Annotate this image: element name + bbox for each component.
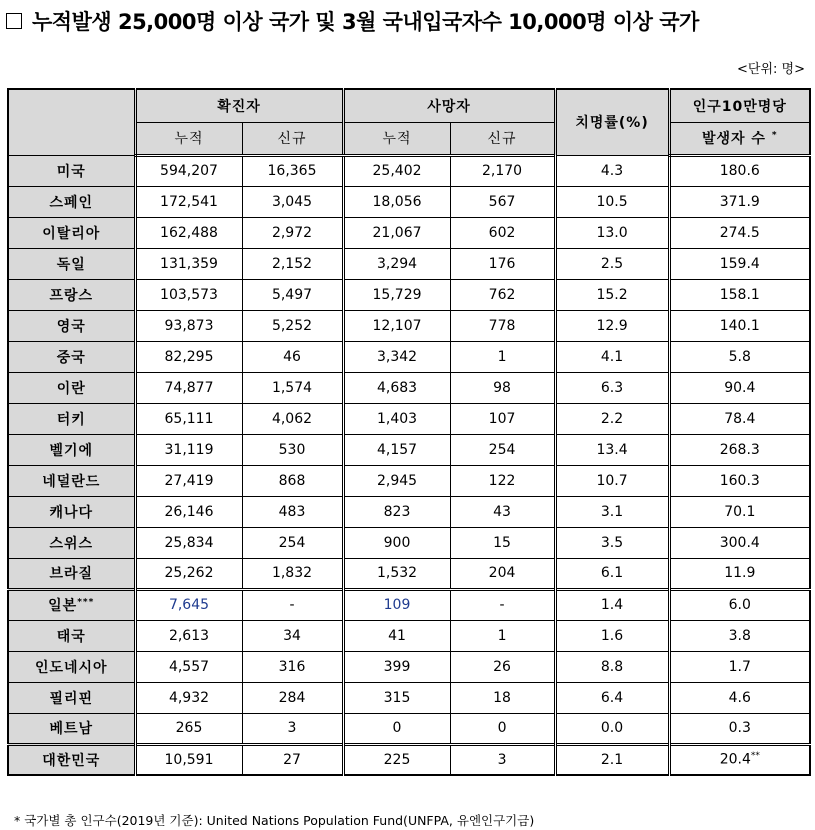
cell-per100k: 4.6 — [669, 682, 810, 713]
document-title — [6, 6, 699, 36]
cell-cfr: 4.3 — [555, 155, 669, 186]
table-row — [8, 620, 810, 651]
table-row — [8, 465, 810, 496]
cell-c-cum: 131,359 — [135, 248, 242, 279]
cell-cfr: 6.3 — [555, 372, 669, 403]
cell-c-cum: 74,877 — [135, 372, 242, 403]
table-row — [8, 527, 810, 558]
covid-stats-table — [7, 88, 811, 776]
cell-d-cum: 12,107 — [343, 310, 450, 341]
country-name-cell: 베트남 — [8, 713, 135, 744]
cell-d-cum: 1,532 — [343, 558, 450, 589]
cell-d-cum: 399 — [343, 651, 450, 682]
table-row — [8, 713, 810, 744]
cell-c-new: 5,252 — [242, 310, 343, 341]
cell-c-cum: 7,645 — [135, 589, 242, 620]
cell-c-cum: 103,573 — [135, 279, 242, 310]
cell-c-new: 530 — [242, 434, 343, 465]
cell-per100k: 3.8 — [669, 620, 810, 651]
country-name-cell: 스페인 — [8, 186, 135, 217]
cell-d-cum: 225 — [343, 744, 450, 775]
cell-d-cum: 823 — [343, 496, 450, 527]
header-per100k: 인구10만명당 — [669, 89, 810, 122]
cell-d-new: 2,170 — [450, 155, 555, 186]
cell-cfr: 3.1 — [555, 496, 669, 527]
header-confirmed: 확진자 — [135, 89, 343, 122]
cell-c-cum: 93,873 — [135, 310, 242, 341]
cell-c-new: 3,045 — [242, 186, 343, 217]
cell-c-cum: 27,419 — [135, 465, 242, 496]
cell-cfr: 15.2 — [555, 279, 669, 310]
cell-per100k: 159.4 — [669, 248, 810, 279]
cell-c-new: 34 — [242, 620, 343, 651]
cell-d-cum: 3,342 — [343, 341, 450, 372]
cell-d-new: 26 — [450, 651, 555, 682]
cell-cfr: 1.4 — [555, 589, 669, 620]
cell-c-new: 483 — [242, 496, 343, 527]
cell-cfr: 0.0 — [555, 713, 669, 744]
table-row — [8, 372, 810, 403]
table-row — [8, 589, 810, 620]
cell-cfr: 12.9 — [555, 310, 669, 341]
cell-per100k: 5.8 — [669, 341, 810, 372]
country-name-cell: 브라질 — [8, 558, 135, 589]
cell-d-cum: 2,945 — [343, 465, 450, 496]
cell-c-cum: 594,207 — [135, 155, 242, 186]
cell-per100k: 90.4 — [669, 372, 810, 403]
country-name-cell: 영국 — [8, 310, 135, 341]
table-row — [8, 341, 810, 372]
cell-d-new: 107 — [450, 403, 555, 434]
cell-d-cum: 4,157 — [343, 434, 450, 465]
cell-per100k: 140.1 — [669, 310, 810, 341]
cell-d-new: 0 — [450, 713, 555, 744]
table-row — [8, 186, 810, 217]
cell-d-cum: 3,294 — [343, 248, 450, 279]
cell-c-new: 2,972 — [242, 217, 343, 248]
cell-c-new: 316 — [242, 651, 343, 682]
cell-c-new: 284 — [242, 682, 343, 713]
cell-per100k: 180.6 — [669, 155, 810, 186]
cell-d-cum: 41 — [343, 620, 450, 651]
cell-d-cum: 109 — [343, 589, 450, 620]
cell-c-new: 868 — [242, 465, 343, 496]
cell-c-cum: 162,488 — [135, 217, 242, 248]
cell-d-new: 98 — [450, 372, 555, 403]
cell-c-new: 5,497 — [242, 279, 343, 310]
cell-cfr: 2.2 — [555, 403, 669, 434]
cell-cfr: 6.4 — [555, 682, 669, 713]
cell-d-cum: 900 — [343, 527, 450, 558]
country-name-cell: 일본*** — [8, 589, 135, 620]
header-confirmed-cumulative: 누적 — [135, 122, 242, 155]
table-row — [8, 496, 810, 527]
country-name-cell: 캐나다 — [8, 496, 135, 527]
cell-per100k: 11.9 — [669, 558, 810, 589]
cell-c-cum: 172,541 — [135, 186, 242, 217]
cell-d-new: 762 — [450, 279, 555, 310]
cell-d-new: 15 — [450, 527, 555, 558]
country-name-cell: 미국 — [8, 155, 135, 186]
cell-cfr: 6.1 — [555, 558, 669, 589]
cell-d-new: - — [450, 589, 555, 620]
country-name-cell: 벨기에 — [8, 434, 135, 465]
cell-c-cum: 25,262 — [135, 558, 242, 589]
cell-per100k: 268.3 — [669, 434, 810, 465]
country-name-cell: 인도네시아 — [8, 651, 135, 682]
cell-cfr: 2.1 — [555, 744, 669, 775]
country-name-cell: 이란 — [8, 372, 135, 403]
cell-d-new: 254 — [450, 434, 555, 465]
cell-d-new: 602 — [450, 217, 555, 248]
table-row — [8, 279, 810, 310]
cell-c-new: 16,365 — [242, 155, 343, 186]
cell-c-cum: 31,119 — [135, 434, 242, 465]
table-row — [8, 682, 810, 713]
cell-c-cum: 265 — [135, 713, 242, 744]
cell-c-new: 4,062 — [242, 403, 343, 434]
cell-d-cum: 315 — [343, 682, 450, 713]
cell-c-cum: 82,295 — [135, 341, 242, 372]
cell-c-cum: 4,932 — [135, 682, 242, 713]
header-deaths: 사망자 — [343, 89, 555, 122]
cell-c-new: 3 — [242, 713, 343, 744]
cell-per100k: 300.4 — [669, 527, 810, 558]
unit-label: <단위: 명> — [737, 62, 805, 77]
cell-d-cum: 21,067 — [343, 217, 450, 248]
cell-c-cum: 26,146 — [135, 496, 242, 527]
country-name-cell: 필리핀 — [8, 682, 135, 713]
cell-d-new: 1 — [450, 620, 555, 651]
table-row — [8, 248, 810, 279]
cell-c-new: 1,832 — [242, 558, 343, 589]
cell-cfr: 2.5 — [555, 248, 669, 279]
cell-d-new: 778 — [450, 310, 555, 341]
cell-cfr: 13.4 — [555, 434, 669, 465]
table-row — [8, 155, 810, 186]
country-name-cell: 네덜란드 — [8, 465, 135, 496]
checkbox-square-icon — [6, 13, 22, 29]
header-deaths-cumulative: 누적 — [343, 122, 450, 155]
country-name-cell: 이탈리아 — [8, 217, 135, 248]
cell-d-cum: 0 — [343, 713, 450, 744]
table-row — [8, 310, 810, 341]
cell-c-cum: 4,557 — [135, 651, 242, 682]
header-confirmed-new: 신규 — [242, 122, 343, 155]
cell-c-new: 1,574 — [242, 372, 343, 403]
cell-per100k: 20.4** — [669, 744, 810, 775]
cell-d-cum: 25,402 — [343, 155, 450, 186]
cell-d-cum: 4,683 — [343, 372, 450, 403]
cell-c-new: 46 — [242, 341, 343, 372]
cell-d-new: 204 — [450, 558, 555, 589]
cell-c-new: - — [242, 589, 343, 620]
header-per100k-line2: 발생자 수 * — [669, 122, 810, 155]
cell-d-new: 3 — [450, 744, 555, 775]
cell-d-cum: 18,056 — [343, 186, 450, 217]
table-row — [8, 651, 810, 682]
table-row — [8, 403, 810, 434]
cell-per100k: 0.3 — [669, 713, 810, 744]
cell-per100k: 274.5 — [669, 217, 810, 248]
cell-cfr: 10.7 — [555, 465, 669, 496]
header-deaths-new: 신규 — [450, 122, 555, 155]
cell-d-new: 1 — [450, 341, 555, 372]
cell-per100k: 78.4 — [669, 403, 810, 434]
cell-c-new: 27 — [242, 744, 343, 775]
cell-d-cum: 15,729 — [343, 279, 450, 310]
cell-c-cum: 25,834 — [135, 527, 242, 558]
cell-c-cum: 65,111 — [135, 403, 242, 434]
table-row — [8, 744, 810, 775]
table-row — [8, 217, 810, 248]
country-name-cell: 스위스 — [8, 527, 135, 558]
country-name-cell: 독일 — [8, 248, 135, 279]
table-row — [8, 558, 810, 589]
country-name-cell: 중국 — [8, 341, 135, 372]
country-name-cell: 대한민국 — [8, 744, 135, 775]
cell-per100k: 6.0 — [669, 589, 810, 620]
country-name-cell: 태국 — [8, 620, 135, 651]
cell-cfr: 10.5 — [555, 186, 669, 217]
country-name-cell: 프랑스 — [8, 279, 135, 310]
cell-d-new: 43 — [450, 496, 555, 527]
cell-cfr: 3.5 — [555, 527, 669, 558]
cell-cfr: 4.1 — [555, 341, 669, 372]
cell-cfr: 8.8 — [555, 651, 669, 682]
footnote: * 국가별 총 인구수(2019년 기준): United Nations Population Fund(UNFPA, 유엔인구기금) — [14, 813, 535, 828]
cell-per100k: 70.1 — [669, 496, 810, 527]
cell-d-cum: 1,403 — [343, 403, 450, 434]
cell-d-new: 122 — [450, 465, 555, 496]
cell-c-new: 2,152 — [242, 248, 343, 279]
cell-cfr: 1.6 — [555, 620, 669, 651]
cell-d-new: 176 — [450, 248, 555, 279]
country-name-cell: 터키 — [8, 403, 135, 434]
cell-c-new: 254 — [242, 527, 343, 558]
cell-per100k: 371.9 — [669, 186, 810, 217]
cell-d-new: 567 — [450, 186, 555, 217]
cell-per100k: 1.7 — [669, 651, 810, 682]
corner-header-cell — [8, 89, 135, 155]
cell-c-cum: 2,613 — [135, 620, 242, 651]
cell-per100k: 160.3 — [669, 465, 810, 496]
cell-per100k: 158.1 — [669, 279, 810, 310]
cell-cfr: 13.0 — [555, 217, 669, 248]
header-fatality: 치명률(%) — [555, 89, 669, 155]
table-row — [8, 434, 810, 465]
title-text: 누적발생 25,000명 이상 국가 및 3월 국내입국자수 10,000명 이상 국가 — [32, 10, 699, 34]
cell-c-cum: 10,591 — [135, 744, 242, 775]
cell-d-new: 18 — [450, 682, 555, 713]
